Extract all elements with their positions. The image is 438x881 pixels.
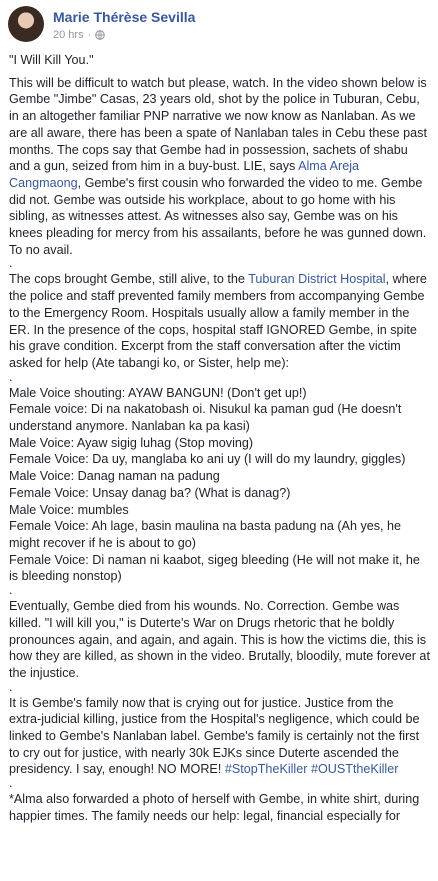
p1-line: Gembe "Jimbe" Casas, 23 years old, shot by the police in Tuburan, Cebu, [9,92,420,107]
dialogue-line: Male Voice: mumbles [9,502,129,517]
p4-line: to cry out for justice, with nearly 30k EJKs since Duterte ascended the [9,745,399,760]
author-name[interactable]: Marie Thérèse Sevilla [53,9,196,25]
p2-line: the police and staff prevented family members from accompanying Gembe [9,289,425,304]
p1-line: To no avail. [9,242,73,257]
hashtag-oust-the-killer[interactable]: #OUSTtheKiller [310,762,399,777]
p1-line: knees pleading for mercy from his assailants, before he was gunned down. [9,226,427,241]
p1-line: This will be difficult to watch but please, watch. In the video shown below is [9,75,427,90]
p2-line: asked for help (Ate tabangi ko, or Sister, help me): [9,355,290,370]
p2-line [9,271,438,288]
p4-line: It is Gembe's family now that is crying out for justice. Justice from the [9,695,394,710]
p3-line: Eventually, Gembe died from his wounds. No. Correction. Gembe was [9,599,400,614]
page-link-hospital[interactable]: Tuburan District Hospital [248,272,386,287]
p1-line: months. The cops say that Gembe had in possession, sachets of shabu [9,142,408,157]
p2-text: , where [385,272,427,287]
p5-line: happier times. The family needs our help: legal, financial especially for [9,808,401,823]
p4-line: extra-judicial killing, justice from the Hospital's negligence, which could be [9,712,420,727]
post-title: "I Will Kill You." [9,53,94,67]
separator-dot: . [9,256,13,271]
p1-text: and a gun, seized from him in a buy-bust. LIE, says [9,159,299,174]
p1-line [9,175,438,192]
p1-text: , Gembe's first cousin who forwarded the video to me. Gembe [77,175,423,190]
dialogue-line: Male Voice: Danag naman na padung [9,469,220,484]
dialogue-line: Female Voice: Unsay danag ba? (What is danag?) [9,485,291,500]
globe-icon[interactable] [95,30,105,40]
separator-dot: . [9,369,13,384]
p2-line: his grave condition. Excerpt from the staff conversation after the victim [9,339,401,354]
post-meta [53,29,105,41]
p4-text: presidency. I say, enough! NO MORE! [9,762,225,777]
dialogue-line: Male Voice: Ayaw sigig luhag (Stop moving) [9,435,254,450]
p3-line: the injustice. [9,665,80,680]
separator-dot: . [9,679,13,694]
profile-link-alma-2[interactable]: Cangmaong [9,175,78,190]
p4-line [9,761,438,778]
dialogue-line: understand anymore. Nanlaban ka pa kasi) [9,419,250,434]
p3-line: pronounces again, and again, and again. This is how the victims die, this is [9,632,427,647]
author-avatar[interactable] [8,6,44,42]
dialogue-line: is bleeding nonstop) [9,569,122,584]
profile-link-alma[interactable]: Alma Areja [298,159,360,174]
hashtag-stop-the-killer[interactable]: #StopTheKiller [224,762,308,777]
dialogue-line: Female Voice: Di naman ni kaabot, sigeg bleeding (He will not make it, he [9,552,420,567]
post-body [9,52,438,825]
dialogue-line: Female Voice: Ah lage, basin maulina na basta padung na (Ah yes, he [9,519,402,534]
dialogue-line: Female voice: Di na nakatobash oi. Nisukul ka paman gud (He doesn't [9,402,402,417]
p2-line: to the Emergency Room. Hospitals usually allow a family member in the [9,305,410,320]
separator-dot: . [9,583,13,598]
separator-dot: . [9,776,13,791]
p1-line: are all aware, there has been a spate of Nanlaban tales in Cebu these past [9,125,427,140]
p2-line: ER. In the presence of the cops, hospital staff IGNORED Gembe, in spite [9,322,417,337]
post-timestamp[interactable]: 20 hrs [53,29,84,41]
dialogue-line: Female Voice: Da uy, manglaba ko ani uy (I will do my laundry, giggles) [9,452,406,467]
p1-line: sibling, as witnesses attest. As witnesses also say, Gembe was on his [9,209,398,224]
dialogue-line: might recover if he is about to go) [9,535,196,550]
dialogue-line: Male Voice shouting: AYAW BANGUN! (Don't get up!) [9,385,307,400]
p3-line: how they are killed, as shown in the video. Brutally, bloodily, mute forever at [9,649,430,664]
p1-line: in an altogether familiar PNP narrative we now know as Nanlaban. As we [9,109,416,124]
p4-line: linked to Gembe's Nanlaban label. Gembe's family is certainly not the first [9,729,420,744]
p1-line: did not. Gembe was outside his workplace, about to go home with his [9,192,396,207]
p3-line: killed. "I will kill you," is Duterte's War on Drugs rhetoric that he boldly [9,615,395,630]
meta-separator: · [87,29,92,41]
p5-line: *Alma also forwarded a photo of herself with Gembe, in white shirt, during [9,792,420,807]
post-header [0,0,438,50]
p2-text: The cops brought Gembe, still alive, to the [9,272,249,287]
p1-line [9,158,438,175]
